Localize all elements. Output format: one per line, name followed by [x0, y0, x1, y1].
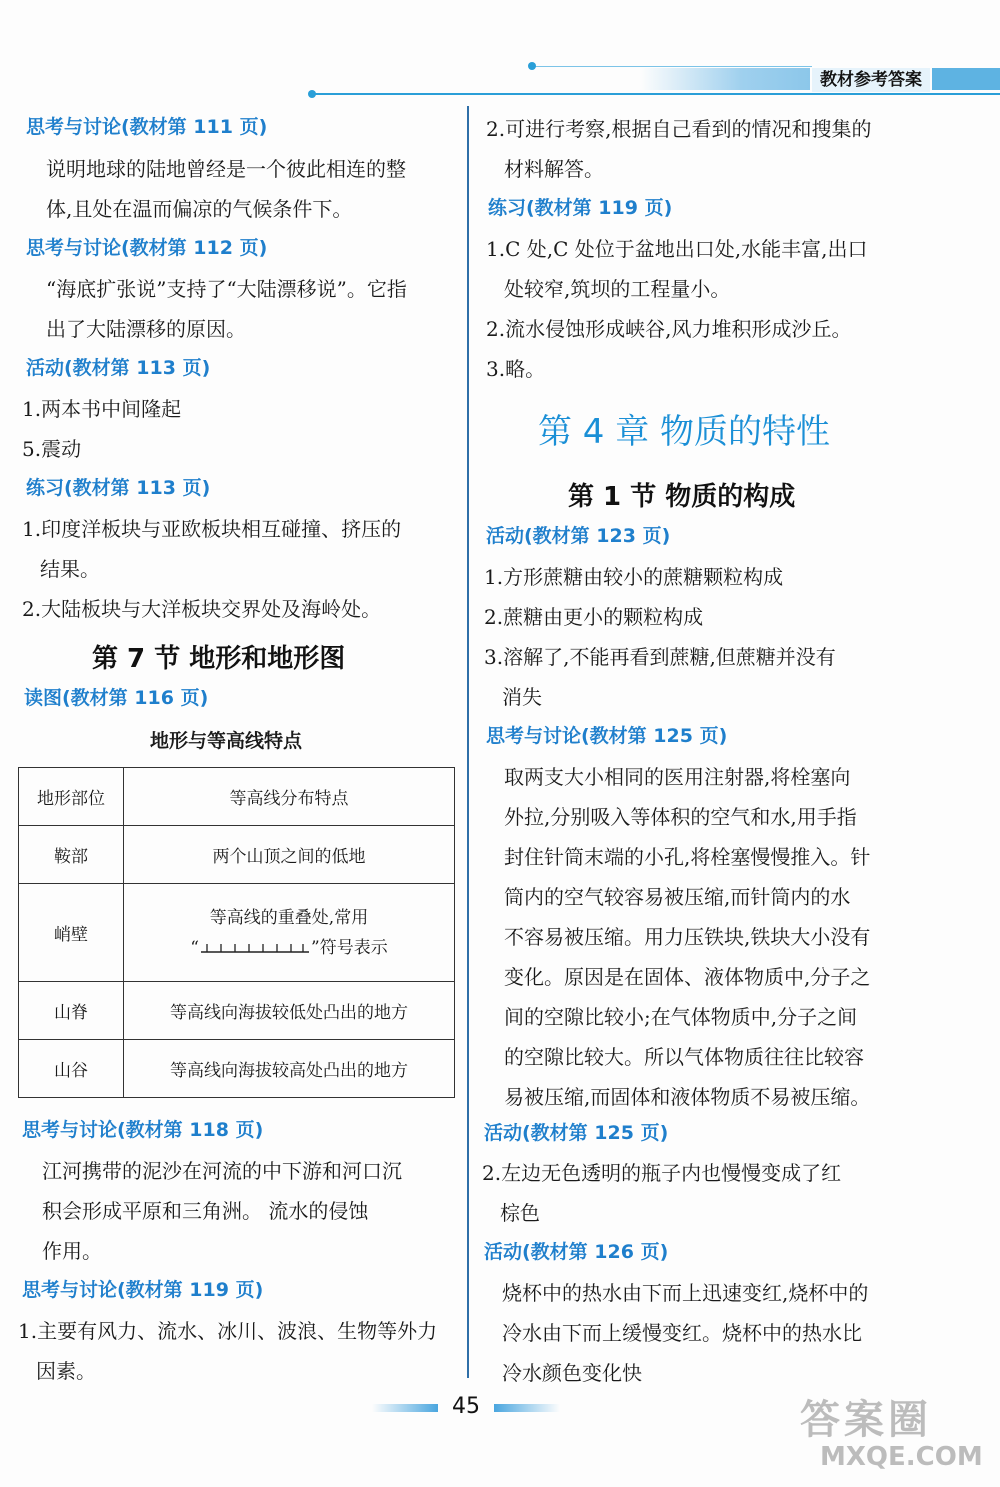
table-row [19, 982, 455, 1040]
table-cell: 山谷 [19, 1040, 124, 1098]
header-tail-block [932, 68, 1000, 90]
table-cell-line [128, 933, 450, 963]
column-divider [467, 106, 469, 1378]
table-cell: 峭壁 [19, 884, 124, 982]
answer-line: 冷水由下而上缓慢变红。烧杯中的热水比 [502, 1321, 862, 1345]
section-label: 活动(教材第 126 页) [484, 1241, 669, 1263]
answer-line: 1.印度洋板块与亚欧板块相互碰撞、挤压的 [22, 517, 402, 541]
table-cell: 两个山顶之间的低地 [124, 826, 455, 884]
section-label: 思考与讨论(教材第 112 页) [26, 237, 268, 259]
page-bar-left [372, 1404, 438, 1412]
answer-line: 间的空隙比较小;在气体物质中,分子之间 [504, 1005, 858, 1029]
answer-line: 5.震动 [22, 437, 82, 461]
answer-line: 易被压缩,而固体和液体物质不易被压缩。 [504, 1085, 871, 1109]
answer-line: 封住针筒末端的小孔,将栓塞慢慢推入。针 [504, 845, 871, 869]
table-row [19, 884, 455, 982]
page-number: 45 [452, 1394, 480, 1419]
answer-line: 1.主要有风力、流水、冰川、波浪、生物等外力 [18, 1319, 438, 1343]
section-heading: 第 1 节 物质的构成 [568, 482, 796, 512]
cliff-symbol-icon [199, 941, 311, 955]
section-label: 思考与讨论(教材第 118 页) [22, 1119, 264, 1141]
watermark [800, 1398, 983, 1472]
answer-line: 1.C 处,C 处位于盆地出口处,水能丰富,出口 [486, 237, 868, 261]
answer-line: 1.两本书中间隆起 [22, 397, 182, 421]
answer-line: 体,且处在温而偏凉的气候条件下。 [46, 197, 353, 221]
table-cell [124, 884, 455, 982]
answer-line: 作用。 [42, 1239, 102, 1263]
table-cell-line: 等高线的重叠处,常用 [209, 907, 369, 928]
section-label: 思考与讨论(教材第 125 页) [486, 725, 728, 747]
answer-line: 2.可进行考察,根据自己看到的情况和搜集的 [486, 117, 872, 141]
table-row [19, 1040, 455, 1098]
answer-line: 棕色 [500, 1201, 540, 1225]
quote-open: “ [190, 937, 199, 958]
page-bar-right [494, 1404, 560, 1412]
header-dot-lower [308, 90, 316, 98]
section-label: 活动(教材第 113 页) [26, 357, 211, 379]
table-header-cell: 地形部位 [19, 768, 124, 826]
answer-line: 2.流水侵蚀形成峡谷,风力堆积形成沙丘。 [486, 317, 852, 341]
table-cell: 山脊 [19, 982, 124, 1040]
answer-line: 不容易被压缩。用力压铁块,铁块大小没有 [504, 925, 871, 949]
table-row [19, 826, 455, 884]
answer-line: 的空隙比较大。所以气体物质往往比较容 [504, 1045, 864, 1069]
answer-line: 出了大陆漂移的原因。 [46, 317, 246, 341]
table-header-row [19, 768, 455, 826]
answer-line: 江河携带的泥沙在河流的中下游和河口沉 [42, 1159, 402, 1183]
table-cell: 等高线向海拔较高处凸出的地方 [124, 1040, 455, 1098]
section-label: 读图(教材第 116 页) [24, 687, 209, 709]
header-thin-line [532, 66, 812, 67]
answer-line: 材料解答。 [504, 157, 604, 181]
answer-line: 2.左边无色透明的瓶子内也慢慢变成了红 [482, 1161, 842, 1185]
answer-line: 消失 [502, 685, 542, 709]
answer-line: 结果。 [40, 557, 100, 581]
answer-line: 因素。 [36, 1359, 96, 1383]
answer-line: 处较窄,筑坝的工程量小。 [504, 277, 731, 301]
header-gradient-band [640, 68, 810, 90]
terrain-table [18, 767, 455, 1098]
answer-line: 3.略。 [486, 357, 546, 381]
answer-line: 2.大陆板块与大洋板块交界处及海岭处。 [22, 597, 382, 621]
answer-line: 变化。原因是在固体、液体物质中,分子之 [504, 965, 871, 989]
answer-line: “海底扩张说”支持了“大陆漂移说”。它指 [46, 277, 407, 301]
section-label: 活动(教材第 123 页) [486, 525, 671, 547]
answer-line: 取两支大小相同的医用注射器,将栓塞向 [504, 765, 851, 789]
watermark-top: 答案圈 [800, 1397, 932, 1443]
header-rule [310, 93, 1000, 95]
table-cell: 等高线向海拔较低处凸出的地方 [124, 982, 455, 1040]
section-label: 练习(教材第 113 页) [26, 477, 211, 499]
section-heading: 第 7 节 地形和地形图 [92, 644, 346, 674]
section-label: 思考与讨论(教材第 111 页) [26, 116, 268, 138]
table-cell: 鞍部 [19, 826, 124, 884]
answer-line: 冷水颜色变化快 [502, 1361, 642, 1385]
header-title: 教材参考答案 [812, 68, 930, 92]
quote-close-text: ”符号表示 [311, 937, 388, 958]
header-dot-upper [528, 62, 536, 70]
answer-line: 3.溶解了,不能再看到蔗糖,但蔗糖并没有 [484, 645, 836, 669]
table-header-cell: 等高线分布特点 [124, 768, 455, 826]
chapter-heading: 第 4 章 物质的特性 [538, 412, 831, 452]
answer-line: 说明地球的陆地曾经是一个彼此相连的整 [46, 157, 406, 181]
section-label: 练习(教材第 119 页) [488, 197, 673, 219]
answer-line: 筒内的空气较容易被压缩,而针筒内的水 [504, 885, 851, 909]
answer-line: 烧杯中的热水由下而上迅速变红,烧杯中的 [502, 1281, 869, 1305]
answer-line: 1.方形蔗糖由较小的蔗糖颗粒构成 [484, 565, 784, 589]
section-label: 思考与讨论(教材第 119 页) [22, 1279, 264, 1301]
table-caption: 地形与等高线特点 [150, 730, 303, 752]
answer-line: 外拉,分别吸入等体积的空气和水,用手指 [504, 805, 857, 829]
watermark-bottom: MXQE.COM [820, 1442, 983, 1472]
answer-line: 积会形成平原和三角洲。 流水的侵蚀 [42, 1199, 369, 1223]
section-label: 活动(教材第 125 页) [484, 1122, 669, 1144]
answer-line: 2.蔗糖由更小的颗粒构成 [484, 605, 704, 629]
